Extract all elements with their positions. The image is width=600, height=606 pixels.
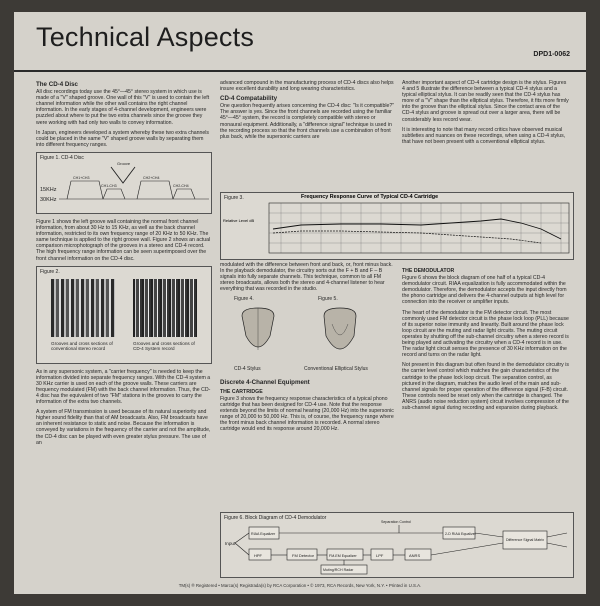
paragraph: modulated with the difference between front and back, or, front minus back. In the playback demodulator, the circuitry sorts out the F + B and F – B signals into fully separate channels. This technique, common to all FM stereo broadcasts, allows both the stereo and 4-channel listener to hear everything that was recorded in the studio. [220, 262, 393, 293]
section-heading-compatibility: CD-4 Compatability [220, 95, 278, 103]
column-right [402, 80, 570, 149]
catalog-number: DPD1-0062 [533, 51, 570, 58]
figure-4-caption: CD-4 Stylus [234, 366, 261, 373]
figure-6 [220, 512, 574, 578]
paragraph: Figure 6 shows the block diagram of one half of a typical CD-4 demodulator circuit. RIAA equalization is fully accommodated within the demodulator. Therefore, the demodulator accepts the input directly from the phono cartridge and delivers the 4-channel outputs at high level for connection into the receiver or amplifier inputs. [402, 275, 567, 306]
paragraph: A system of FM transmission is used because of its natural superiority and higher sound fidelity than that of AM broadcasts. Also, FM broadcasts have an inherent resistance to static and noise. Because the information is conveyed by variations in the frequency of the carrier and not the amplitude, the CD-4 disc can be played with even greater stylus pressure. The use of an [36, 409, 211, 446]
ch-label: CH1-CH3 [101, 183, 117, 188]
footer-legal: TM(s) ® Registered • Marca(s) Registrada(s) by RCA Corporation • © 1973, RCA Records, New York, N.Y. • Printed in U.S.A. [178, 583, 422, 588]
album-back-cover [14, 12, 586, 594]
column-left [36, 80, 212, 450]
figure-4-label: Figure 4. [234, 296, 254, 303]
block-riaa: RIAA Equalizer [251, 532, 276, 536]
figure-3 [220, 192, 574, 260]
figure-6-label: Figure 6. Block Diagram of CD-4 Demodulator [224, 515, 327, 521]
paragraph: All disc recordings today use the 45°—45° stereo system in which use is made of a "V" shaped groove. One wall of this "V" is used to contain the left channel information while the other wall contains the right channel information. In the early stages of 4-channel development, engineers were puzzled about where to put the two extra channels since the groove they were working with had only two walls to convey information. [36, 89, 210, 126]
block-anrs: ANRS [409, 553, 421, 558]
figure-2-label: Figure 2. [40, 268, 60, 275]
paragraph: Figure 1 shows the left groove wall containing the normal front channel information, from about 30 Hz to 15 KHz, as well as the back channel information, restricted to its own frequency range of 20 KHz to 50 KHz. The same technique is applied to the right groove wall. Figure 2 shows an actual comparison microphotograph of the grooves in a stereo and CD-4 record. The high frequency range information can be seen superimposed over the front channel information on the CD-4 disc. [36, 218, 211, 262]
block-hpf: HPF [254, 553, 262, 558]
figure-5-label: Figure 5. [318, 296, 338, 303]
figure-1 [36, 152, 212, 214]
header-band [14, 12, 586, 72]
paragraph: The heart of the demodulator is the FM detector circuit. The most commonly used FM detector circuit is the phase lock loop (PLL) because of its superior noise immunity and linearity. Built around the phase lock loop circuit are the muting and radar light circuits. The muting circuit operates by shutting off the sub-channel circuitry when a stereo record is being played and activating the circuitry when a CD-4 record is in use. The radar light circuit senses the presence of 30 KHz information on the record and turns on the radar light. [402, 309, 569, 359]
figure-3-title: Frequency Response Curve of Typical CD-4 Cartridge [301, 194, 439, 200]
groove-label: Groove [117, 160, 131, 166]
paragraph: In Japan, engineers developed a system whereby these two extra channels could be placed in the same "V" shaped groove walls by separating them into different frequency ranges. [36, 129, 210, 148]
subheading-cartridge: THE CARTRIDGE [220, 388, 263, 395]
figure-1-label: Figure 1. CD-4 Disc [40, 154, 84, 161]
freq-label: 30KHz [40, 196, 57, 203]
separation-control-label: Separation Control [381, 520, 411, 524]
block-fm-detector: FM Detector [292, 553, 315, 558]
groove-photo-stereo [51, 279, 115, 337]
stylus-figures [220, 296, 396, 378]
paragraph: One question frequently arises concerning the CD-4 disc: "Is it compatible?" The answer is yes. Since the front channels are recorded using the familiar 45°—45° system, the record is completely compatible with stereo or monaural equipment. Additionally, a "difference signal" technique is used in the recording process so that the front channels use a combination of front plus back, while the supersonic carriers are [220, 103, 395, 140]
subheading-demodulator: THE DEMODULATOR [402, 268, 455, 274]
page-title: Technical Aspects [36, 22, 255, 52]
block-riaa-out: 2-D RIAA Equalizer [445, 532, 476, 536]
block-muting: Muting/RCH Radar [323, 568, 354, 572]
block-fm-equalizer: FM-EM Equalizer [329, 554, 357, 558]
paragraph: Figure 3 shows the frequency response characteristics of a typical phono cartridge that has been designed for CD-4 use. Note that the response extends beyond the limits of normal hearing (20,000 Hz) into the supersonic range of 20,000 to 50,000 Hz. This is, of course, the frequency range where the front minus back channel information is recorded. A normal stereo cartridge would end its response around 20,000 Hz. [220, 395, 394, 433]
groove-photo-cd4 [133, 279, 197, 337]
column-right-lower [402, 266, 570, 415]
ch-label: CH2+CH4 [143, 175, 160, 180]
block-lpf: LPF [376, 553, 384, 558]
input-label: Input [225, 541, 236, 546]
paragraph: Another important aspect of CD-4 cartridge design is the stylus. Figures 4 and 5 illustrate the difference between a typical CD-4 stylus and a typical elliptical stylus. It can be readily seen that the CD-4 stylus has more of a "V" shape than the elliptical stylus. Therefore, it fits more firmly into the groove than the elliptical stylus. Since the contact area of the CD-4 stylus and groove is spread out over a larger area, there will be considerably less record wear. [402, 80, 569, 123]
section-heading-equipment: Discrete 4-Channel Equipment [220, 379, 310, 387]
figure-3-ylabel: Relative Level dB [223, 218, 255, 223]
stylus-drawings [220, 302, 396, 374]
column-middle-lower [220, 262, 396, 436]
figure-1-diagram [37, 153, 211, 213]
ch-label: CH1+CH3 [73, 175, 90, 180]
ch-label: CH2-CH4 [173, 183, 189, 188]
figure-2 [36, 266, 212, 364]
frequency-response-chart [221, 193, 573, 259]
figure-3-label: Figure 3. [224, 195, 244, 201]
figure-2-caption-stereo: Grooves and cross sections of conventional stereo record [51, 340, 113, 351]
freq-label: 15KHz [40, 186, 57, 193]
block-matrix: Difference Signal Matrix [506, 538, 545, 542]
figure-5-caption: Conventional Elliptical Stylus [304, 366, 368, 373]
paragraph: As in any supersonic system, a "carrier frequency" is needed to keep the information divided into separate frequency ranges. With the CD-4 system a 30 KHz carrier is used on each of the groove walls. These carriers are frequency modulated (FM) with the back channel information. Thus, the CD-4 disc has the equivalent of two "FM" stations in the grooves to carry the information of the extra two channels. [36, 368, 211, 406]
column-middle [220, 80, 396, 144]
block-diagram [221, 513, 573, 577]
paragraph: advanced compound in the manufacturing process of CD-4 discs also helps insure excellent durability and long wearing characteristics. [220, 80, 394, 93]
figure-2-caption-cd4: Grooves and cross sections of CD-4 System record [133, 340, 195, 351]
section-heading-cd4-disc: The CD-4 Disc [36, 81, 78, 88]
paragraph: It is interesting to note that many record critics have observed musical subtleties and nuances on these recordings, when using a CD-4 stylus, that have not been present with a conventional elliptical stylus. [402, 126, 566, 145]
paragraph: Not present in this diagram but often found in the demodulator circuitry is the carrier level control which matches the gain characteristics of the cartridge to the phase lock loop circuit. The separation control, as pictured in the diagram, matches the audio level of the main and sub-channel signals for proper operation of the difference signal (F-B) circuit. These controls need be reset only when the cartridge is changed. The ANRS (audio noise reduction system) circuit involves compression of the sub-channel signal during recording and expansion during playback. [402, 362, 569, 411]
